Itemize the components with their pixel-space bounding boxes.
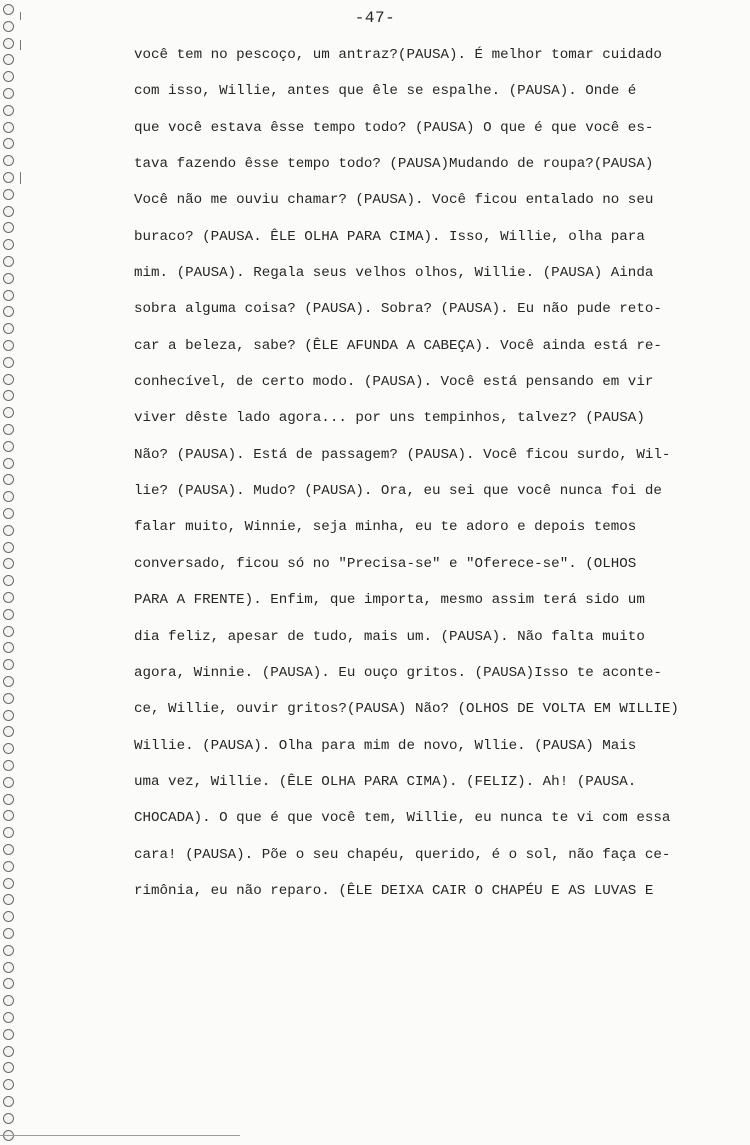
text-line: conhecível, de certo modo. (PAUSA). Você está pensando em vir bbox=[134, 374, 654, 391]
binder-hole bbox=[3, 1113, 14, 1124]
typed-text-body bbox=[134, 44, 679, 916]
binder-hole bbox=[3, 441, 14, 452]
text-line: Você não me ouviu chamar? (PAUSA). Você ficou entalado no seu bbox=[134, 192, 654, 209]
text-line: ce, Willie, ouvir gritos?(PAUSA) Não? (OLHOS DE VOLTA EM WILLIE) bbox=[134, 701, 679, 718]
binder-hole bbox=[3, 1029, 14, 1040]
text-line: CHOCADA). O que é que você tem, Willie, eu nunca te vi com essa bbox=[134, 810, 671, 827]
text-line: tava fazendo êsse tempo todo? (PAUSA)Mudando de roupa?(PAUSA) bbox=[134, 156, 654, 173]
binder-hole bbox=[3, 273, 14, 284]
binder-hole bbox=[3, 525, 14, 536]
binder-hole bbox=[3, 928, 14, 939]
text-line: PARA A FRENTE). Enfim, que importa, mesmo assim terá sido um bbox=[134, 592, 645, 609]
text-line: buraco? (PAUSA. ÊLE OLHA PARA CIMA). Isso, Willie, olha para bbox=[134, 228, 645, 245]
binder-hole bbox=[3, 138, 14, 149]
binder-hole bbox=[3, 290, 14, 301]
binder-hole bbox=[3, 155, 14, 166]
binder-hole bbox=[3, 222, 14, 233]
binder-hole bbox=[3, 659, 14, 670]
text-line: viver dêste lado agora... por uns tempinhos, talvez? (PAUSA) bbox=[134, 410, 645, 427]
binder-hole bbox=[3, 256, 14, 267]
binder-hole bbox=[3, 827, 14, 838]
binder-hole bbox=[3, 794, 14, 805]
text-line: uma vez, Willie. (ÊLE OLHA PARA CIMA). (FELIZ). Ah! (PAUSA. bbox=[134, 773, 637, 790]
binder-hole bbox=[3, 1079, 14, 1090]
binder-hole bbox=[3, 1046, 14, 1057]
binder-hole bbox=[3, 693, 14, 704]
binder-hole bbox=[3, 710, 14, 721]
binder-hole bbox=[3, 340, 14, 351]
binder-hole bbox=[3, 357, 14, 368]
text-line: que você estava êsse tempo todo? (PAUSA) O que é que você es- bbox=[134, 119, 654, 136]
page-number: -47- bbox=[354, 9, 396, 27]
binder-hole bbox=[3, 844, 14, 855]
text-line: Willie. (PAUSA). Olha para mim de novo, Wllie. (PAUSA) Mais bbox=[134, 737, 637, 754]
binder-hole bbox=[3, 508, 14, 519]
binder-hole bbox=[3, 1096, 14, 1107]
binder-hole bbox=[3, 777, 14, 788]
binder-hole bbox=[3, 390, 14, 401]
binder-hole bbox=[3, 239, 14, 250]
binder-hole bbox=[3, 962, 14, 973]
binder-hole bbox=[3, 642, 14, 653]
binder-hole bbox=[3, 54, 14, 65]
binder-hole bbox=[3, 38, 14, 49]
binder-hole bbox=[3, 474, 14, 485]
text-line: rimônia, eu não reparo. (ÊLE DEIXA CAIR O CHAPÉU E AS LUVAS E bbox=[134, 882, 654, 899]
binder-hole bbox=[3, 945, 14, 956]
binder-hole bbox=[3, 374, 14, 385]
text-line: lie? (PAUSA). Mudo? (PAUSA). Ora, eu sei que você nunca foi de bbox=[134, 483, 662, 500]
text-line: você tem no pescoço, um antraz?(PAUSA). É melhor tomar cuidado bbox=[134, 47, 662, 63]
binder-hole bbox=[3, 206, 14, 217]
binder-hole bbox=[3, 861, 14, 872]
binder-hole bbox=[3, 458, 14, 469]
text-line: mim. (PAUSA). Regala seus velhos olhos, Willie. (PAUSA) Ainda bbox=[134, 265, 654, 282]
binder-hole bbox=[3, 911, 14, 922]
binder-hole bbox=[3, 71, 14, 82]
binder-hole bbox=[3, 1062, 14, 1073]
binder-hole bbox=[3, 995, 14, 1006]
binder-hole bbox=[3, 323, 14, 334]
binder-hole bbox=[3, 491, 14, 502]
text-line: Não? (PAUSA). Está de passagem? (PAUSA). Você ficou surdo, Wil- bbox=[134, 446, 671, 463]
binder-hole bbox=[3, 760, 14, 771]
binder-hole bbox=[3, 676, 14, 687]
binder-hole bbox=[3, 726, 14, 737]
text-line: dia feliz, apesar de tudo, mais um. (PAUSA). Não falta muito bbox=[134, 628, 645, 645]
binder-hole bbox=[3, 542, 14, 553]
margin-tick-mark bbox=[20, 40, 21, 50]
binder-hole bbox=[3, 558, 14, 569]
binder-hole bbox=[3, 743, 14, 754]
binder-hole bbox=[3, 978, 14, 989]
page-bottom-edge bbox=[0, 1135, 240, 1136]
binder-hole bbox=[3, 810, 14, 821]
binder-holes-strip bbox=[0, 0, 22, 1145]
binder-hole bbox=[3, 575, 14, 586]
binder-hole bbox=[3, 424, 14, 435]
binder-hole bbox=[3, 592, 14, 603]
binder-hole bbox=[3, 626, 14, 637]
text-line: com isso, Willie, antes que êle se espalhe. (PAUSA). Onde é bbox=[134, 83, 637, 100]
binder-hole bbox=[3, 172, 14, 183]
binder-hole bbox=[3, 306, 14, 317]
binder-hole bbox=[3, 1012, 14, 1023]
text-line: cara! (PAUSA). Põe o seu chapéu, querido, é o sol, não faça ce- bbox=[134, 846, 671, 863]
binder-hole bbox=[3, 609, 14, 620]
text-line: falar muito, Winnie, seja minha, eu te adoro e depois temos bbox=[134, 519, 637, 536]
binder-hole bbox=[3, 105, 14, 116]
text-line: agora, Winnie. (PAUSA). Eu ouço gritos. (PAUSA)Isso te aconte- bbox=[134, 664, 662, 681]
text-line: sobra alguma coisa? (PAUSA). Sobra? (PAUSA). Eu não pude reto- bbox=[134, 301, 662, 318]
text-line: car a beleza, sabe? (ÊLE AFUNDA A CABEÇA). Você ainda está re- bbox=[134, 337, 662, 354]
binder-hole bbox=[3, 122, 14, 133]
binder-hole bbox=[3, 894, 14, 905]
text-line: conversado, ficou só no "Precisa-se" e "Oferece-se". (OLHOS bbox=[134, 555, 637, 572]
binder-hole bbox=[3, 189, 14, 200]
binder-hole bbox=[3, 878, 14, 889]
binder-hole bbox=[3, 88, 14, 99]
binder-hole bbox=[3, 407, 14, 418]
margin-tick-mark bbox=[20, 172, 21, 184]
